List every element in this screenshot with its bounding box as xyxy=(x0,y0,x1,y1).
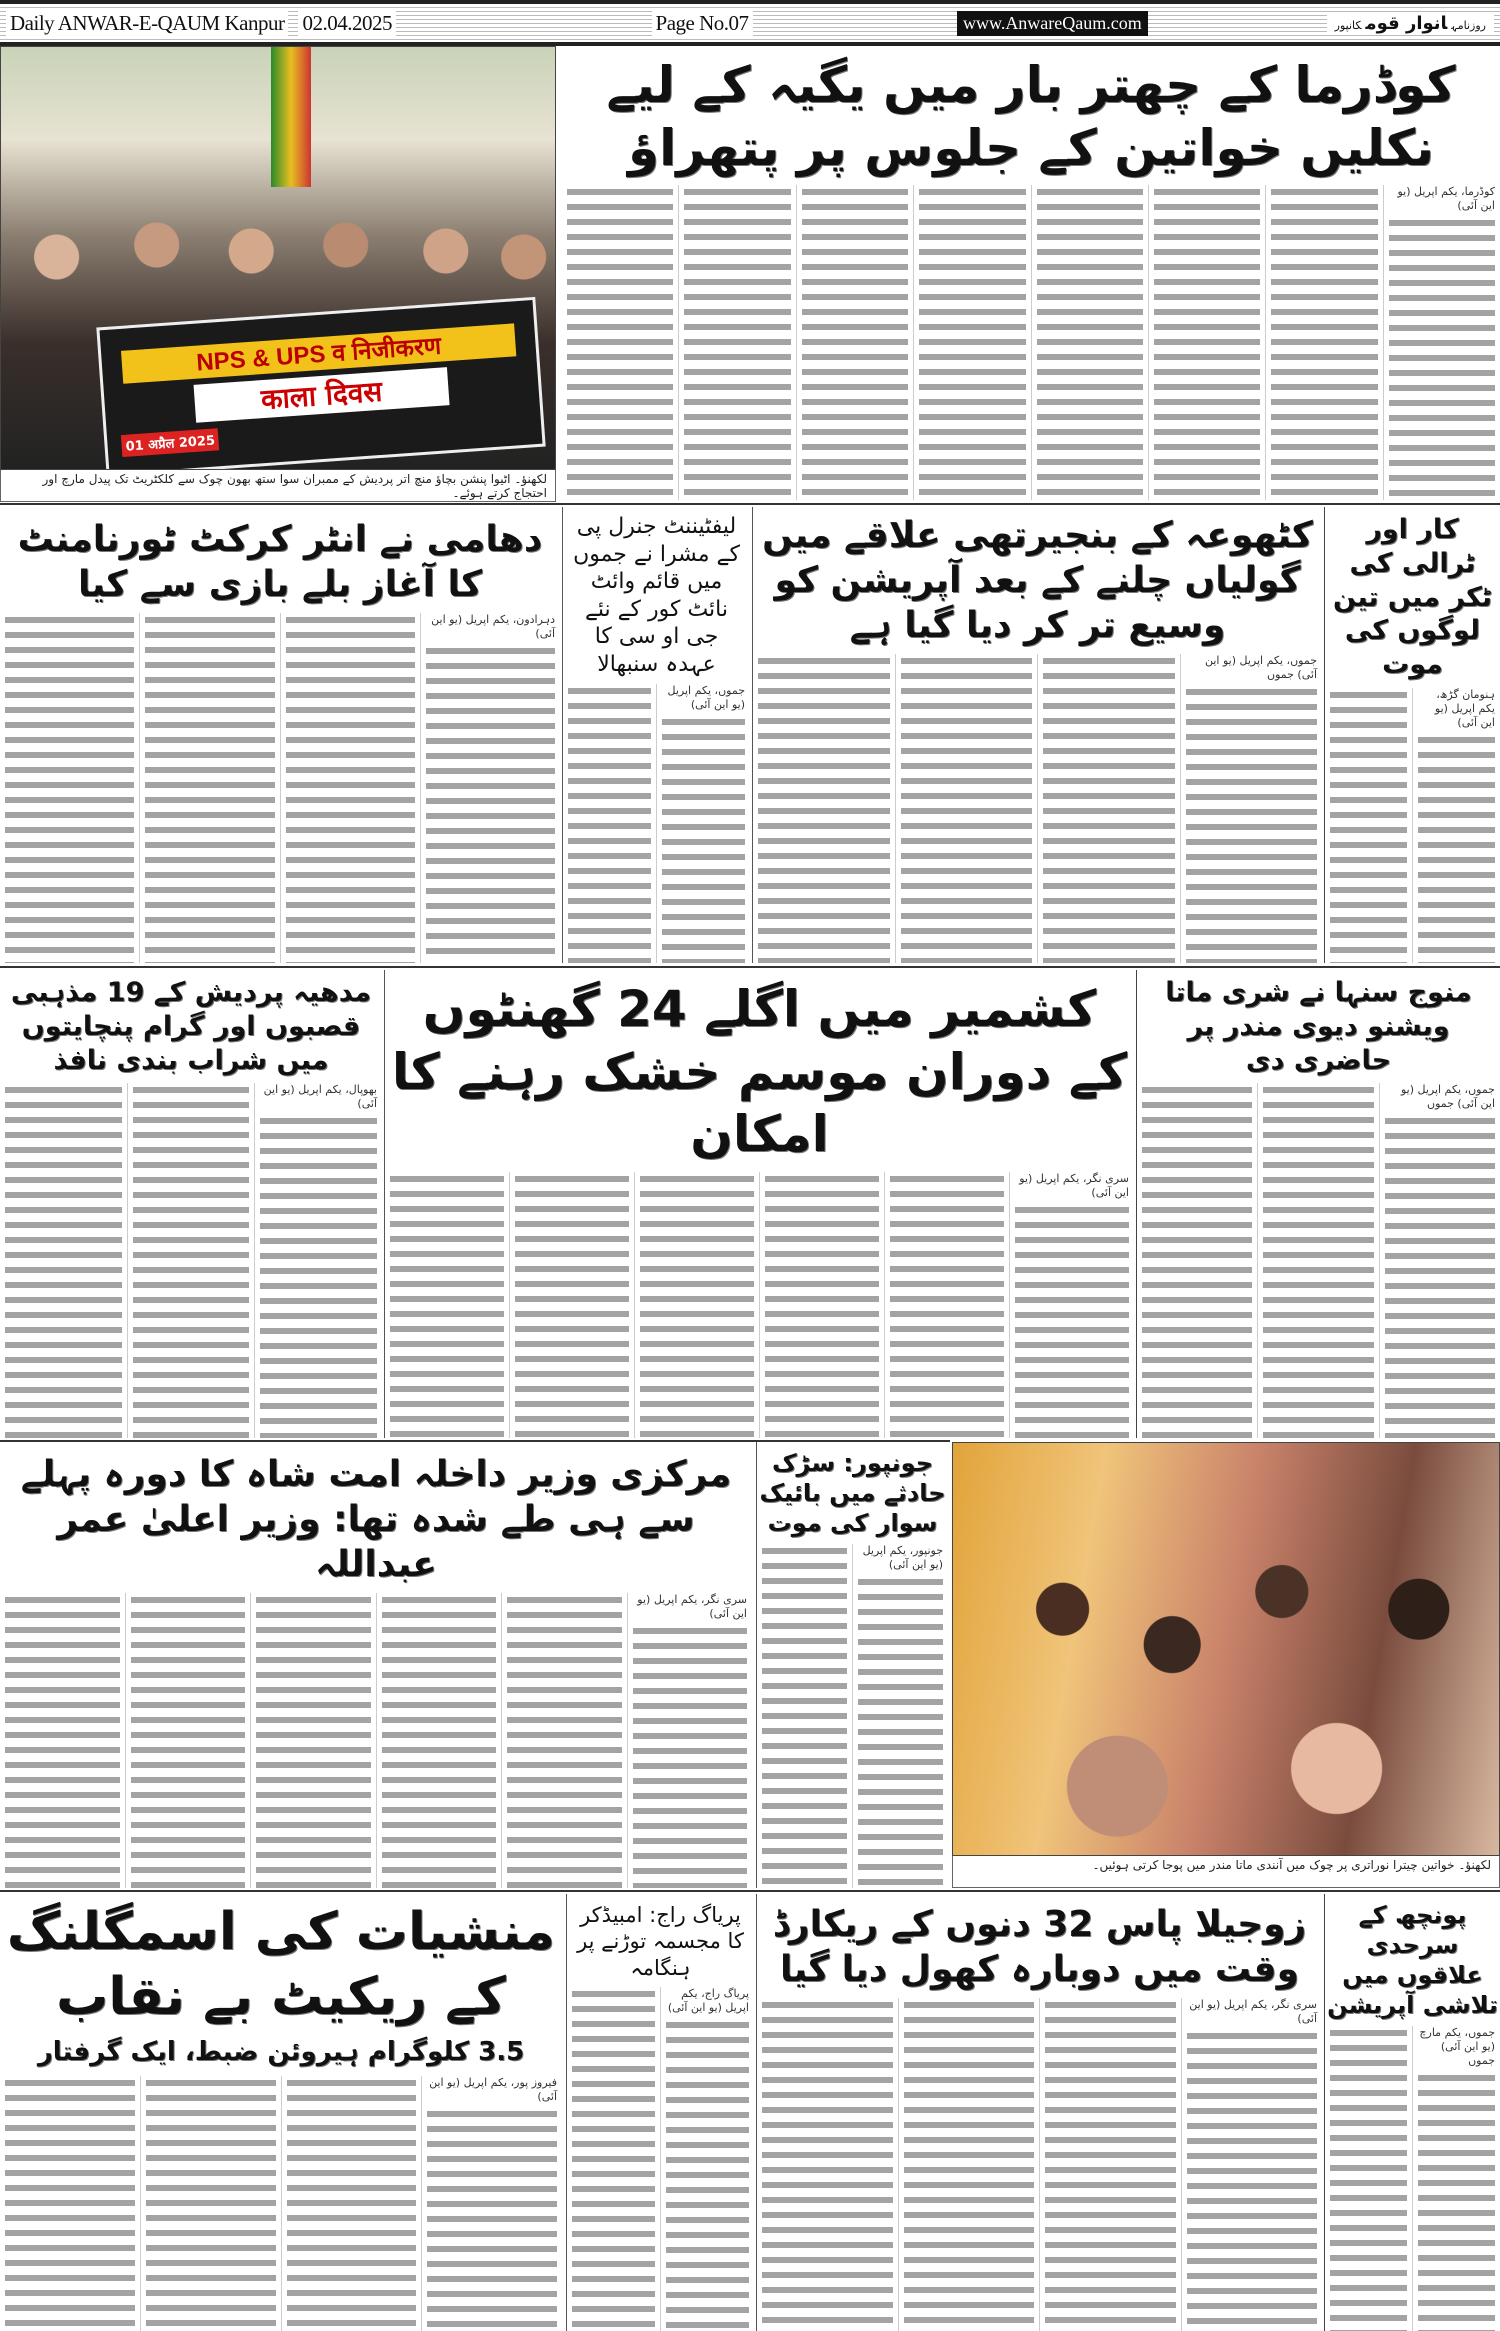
body-text xyxy=(684,185,790,500)
article-body xyxy=(1137,1083,1500,1438)
text-column xyxy=(250,1593,376,1888)
newspaper-logo: روزنامہانوار قومکانپور xyxy=(1327,13,1494,34)
paper-name: Daily ANWAR-E-QAUM Kanpur xyxy=(6,11,288,36)
text-column xyxy=(0,2076,140,2331)
body-text xyxy=(890,1172,1004,1439)
body-text xyxy=(904,1998,1035,2331)
headline: کوڈرما کے چھتر بار میں یگیہ کے لیے نکلیں خواتین کے جلوس پر پتھراؤ xyxy=(606,56,1456,177)
dateline: جموں، یکم اپریل (یو این آئی) جموں xyxy=(1204,654,1317,681)
body-text xyxy=(1389,216,1495,500)
body-text xyxy=(1385,1114,1495,1438)
headline: کشمیر میں اگلے 24 گھنٹوں کے دوران موسم خشک رہنے کا امکان xyxy=(391,980,1128,1163)
body-text xyxy=(901,654,1033,963)
text-column xyxy=(562,185,678,500)
text-column xyxy=(656,684,750,963)
text-column xyxy=(421,2076,562,2331)
text-column xyxy=(796,185,913,500)
article-body xyxy=(0,1593,752,1888)
text-column xyxy=(509,1172,634,1439)
text-column xyxy=(1265,185,1382,500)
body-text xyxy=(1043,654,1175,963)
text-column xyxy=(913,185,1030,500)
body-text xyxy=(426,644,555,963)
body-text xyxy=(5,613,134,963)
body-text xyxy=(567,185,673,500)
body-text xyxy=(427,2107,557,2331)
story-mp-liquor xyxy=(0,970,382,1438)
headline: کار اور ٹرالی کی ٹکر میں تین لوگوں کی موت xyxy=(1333,514,1492,680)
body-text xyxy=(568,684,651,963)
text-column xyxy=(759,1172,884,1439)
headline: زوجیلا پاس 32 دنوں کے ریکارڈ وقت میں دوبارہ کھول دیا گیا xyxy=(772,1904,1307,1990)
dateline: سری نگر، یکم اپریل (یو این آئی) xyxy=(637,1593,747,1620)
story-zojila xyxy=(756,1894,1322,2331)
headline: کٹھوعہ کے بنجیرتھی علاقے میں گولیاں چلنے کے بعد آپریشن کو وسیع تر کر دیا گیا ہے xyxy=(762,515,1313,646)
dateline: جموں، یکم مارچ (یو این آئی) جموں xyxy=(1419,2026,1495,2067)
text-column xyxy=(753,654,895,963)
dateline: جموں، یکم اپریل (یو این آئی) جموں xyxy=(1400,1083,1495,1111)
story-kashmir-weather xyxy=(384,970,1134,1438)
text-column xyxy=(1412,688,1500,963)
body-text xyxy=(1187,2029,1318,2331)
body-text xyxy=(919,185,1025,500)
headline: پریاگ راج: امبیڈکر کا مجسمہ توڑنے پر ہنگامہ xyxy=(577,1903,744,1980)
article-body xyxy=(757,1544,948,1888)
headline: مدھیہ پردیش کے 19 مذہبی قصبوں اور گرام پنچایتوں میں شراب بندی نافذ xyxy=(10,977,372,1076)
dateline: جموں، یکم اپریل (یو این آئی) xyxy=(667,684,745,711)
text-column xyxy=(884,1172,1009,1439)
dateline: سری نگر، یکم اپریل (یو این آئی) xyxy=(1019,1171,1129,1199)
body-text xyxy=(765,1172,879,1439)
text-column xyxy=(0,613,139,963)
article-body xyxy=(0,1083,382,1438)
photo-caption: لکھنؤ۔ اٹیوا پنشن بچاؤ منچ اتر پردیش کے ممبران سوا ستھ بھون چوک سے کلکٹریٹ تک پیدل مارچ اور احتجاج کرتے ہوئے۔ xyxy=(0,470,556,502)
body-text xyxy=(5,1593,120,1888)
body-text xyxy=(666,2018,749,2331)
body-text xyxy=(1037,185,1143,500)
story-car-trolley xyxy=(1324,507,1500,963)
text-column xyxy=(420,613,560,963)
article-body xyxy=(567,1987,754,2331)
text-column xyxy=(1009,1172,1134,1439)
text-column xyxy=(0,1083,127,1438)
body-text xyxy=(633,1624,748,1888)
body-text xyxy=(572,1987,655,2331)
article-body xyxy=(757,1998,1322,2331)
body-text xyxy=(1271,185,1377,500)
page-number: Page No.07 xyxy=(652,11,753,36)
text-column xyxy=(1325,688,1412,963)
body-text xyxy=(133,1083,250,1438)
text-column xyxy=(567,1987,660,2331)
dateline: پریاگ راج، یکم اپریل (یو این آئی) xyxy=(667,1986,749,2014)
dateline: جونپور، یکم اپریل (یو این آئی) xyxy=(862,1544,943,1571)
text-column xyxy=(0,1593,125,1888)
body-text xyxy=(640,1172,754,1439)
text-column xyxy=(1383,185,1500,500)
headline: پونچھ کے سرحدی علاقوں میں تلاشی آپریشن xyxy=(1327,1901,1498,2019)
photo-caption: لکھنؤ۔ خواتین چیترا نوراتری پر چوک میں آنندی ماتا مندر میں پوجا کرتی ہوئیں۔ xyxy=(952,1856,1500,1888)
text-column xyxy=(385,1172,509,1439)
body-text xyxy=(287,2076,417,2331)
body-text xyxy=(1186,685,1318,963)
text-column xyxy=(139,613,279,963)
article-body xyxy=(1325,2026,1500,2331)
body-text xyxy=(5,2076,135,2331)
story-narcotics xyxy=(0,1894,562,2331)
body-text xyxy=(390,1172,504,1439)
text-column xyxy=(1257,1083,1378,1438)
text-column xyxy=(1137,1083,1257,1438)
headline: دھامی نے انٹر کرکٹ ٹورنامنٹ کا آغاز بلے بازی سے کیا xyxy=(17,519,543,605)
story-kodarma xyxy=(562,46,1500,500)
text-column xyxy=(757,1998,898,2331)
body-text xyxy=(802,185,908,500)
article-body xyxy=(0,2076,562,2331)
body-text xyxy=(1015,1203,1129,1439)
text-column xyxy=(1180,654,1323,963)
body-text xyxy=(858,1575,943,1888)
website-link[interactable]: www.AnwareQaum.com xyxy=(957,11,1148,36)
text-column xyxy=(140,2076,281,2331)
body-text xyxy=(1418,733,1495,963)
text-column xyxy=(1037,654,1180,963)
article-body xyxy=(0,613,560,963)
text-column xyxy=(376,1593,502,1888)
text-column xyxy=(898,1998,1040,2331)
text-column xyxy=(678,185,795,500)
issue-date: 02.04.2025 xyxy=(298,11,396,36)
protest-banner: NPS & UPS व निजीकरण काला दिवस 01 अप्रैल 2025 xyxy=(96,297,545,470)
body-text xyxy=(286,613,415,963)
text-column xyxy=(1031,185,1148,500)
story-lt-general xyxy=(562,507,750,963)
headline: جونپور: سڑک حادثے میں بائیک سوار کی موت xyxy=(759,1449,946,1537)
body-text xyxy=(1045,1998,1176,2331)
story-kathua xyxy=(752,507,1322,963)
article-body xyxy=(563,684,750,963)
body-text xyxy=(1154,185,1260,500)
headline: مرکزی وزیر داخلہ امت شاہ کا دورہ پہلے سے ہی طے شدہ تھا: وزیر اعلیٰ عمر عبداللہ xyxy=(20,1454,732,1585)
dateline: فیروز پور، یکم اپریل (یو این آئی) xyxy=(429,2075,557,2103)
text-column xyxy=(634,1172,759,1439)
story-amit-shah xyxy=(0,1442,752,1888)
text-column xyxy=(852,1544,948,1888)
dateline: دہرادون، یکم اپریل (یو این آئی) xyxy=(431,613,555,640)
dateline: ہنومان گڑھ، یکم اپریل (یو این آئی) xyxy=(1434,687,1495,729)
article-body xyxy=(385,1172,1134,1439)
body-text xyxy=(515,1172,629,1439)
body-text xyxy=(1263,1083,1373,1438)
masthead xyxy=(0,0,1500,46)
dateline: بھوپال، یکم اپریل (یو این آئی) xyxy=(263,1083,377,1111)
body-text xyxy=(762,1544,847,1888)
text-column xyxy=(757,1544,852,1888)
story-poonch xyxy=(1324,1894,1500,2331)
text-column xyxy=(1039,1998,1181,2331)
story-manoj-sinha xyxy=(1136,970,1500,1438)
body-text xyxy=(662,715,745,963)
text-column xyxy=(660,1987,754,2331)
body-text xyxy=(131,1593,246,1888)
headline: لیفٹیننٹ جنرل پی کے مشرا نے جموں میں قائم وائٹ نائٹ کور کے نئے جی او سی کا عہدہ سنبھالا xyxy=(573,514,740,677)
body-text xyxy=(256,1593,371,1888)
article-body xyxy=(1325,688,1500,963)
body-text xyxy=(1142,1083,1252,1438)
text-column xyxy=(1181,1998,1323,2331)
body-text xyxy=(1330,688,1407,963)
story-jaunpur xyxy=(756,1442,948,1888)
article-body xyxy=(562,185,1500,500)
text-column xyxy=(1325,2026,1412,2331)
body-text xyxy=(146,2076,276,2331)
body-text xyxy=(1330,2026,1407,2331)
protest-photo xyxy=(0,46,556,470)
headline: منوج سنہا نے شری ماتا ویشنو دیوی مندر پر حاضری دی xyxy=(1165,977,1472,1076)
body-text xyxy=(382,1593,497,1888)
body-text xyxy=(507,1593,622,1888)
text-column xyxy=(127,1083,255,1438)
body-text xyxy=(260,1114,377,1438)
story-prayagraj xyxy=(566,1894,754,2331)
text-column xyxy=(125,1593,251,1888)
body-text xyxy=(145,613,274,963)
text-column xyxy=(280,613,420,963)
text-column xyxy=(501,1593,627,1888)
text-column xyxy=(254,1083,382,1438)
dateline: کوڈرما، یکم اپریل (یو این آئی) xyxy=(1397,185,1495,212)
text-column xyxy=(895,654,1038,963)
story-dhami xyxy=(0,507,560,963)
body-text xyxy=(762,1998,893,2331)
temple-photo xyxy=(952,1442,1500,1856)
text-column xyxy=(1148,185,1265,500)
text-column xyxy=(281,2076,422,2331)
text-column xyxy=(1412,2026,1500,2331)
article-body xyxy=(753,654,1322,963)
headline: منشیات کی اسمگلنگ کے ریکیٹ بے نقاب xyxy=(6,1902,556,2027)
text-column xyxy=(563,684,656,963)
body-text xyxy=(758,654,890,963)
body-text xyxy=(1418,2071,1495,2331)
body-text xyxy=(5,1083,122,1438)
dateline: سری نگر، یکم اپریل (یو این آئی) xyxy=(1189,1998,1317,2025)
subheadline: 3.5 کلوگرام ہیروئن ضبط، ایک گرفتار xyxy=(37,2037,525,2067)
text-column xyxy=(627,1593,753,1888)
text-column xyxy=(1379,1083,1500,1438)
